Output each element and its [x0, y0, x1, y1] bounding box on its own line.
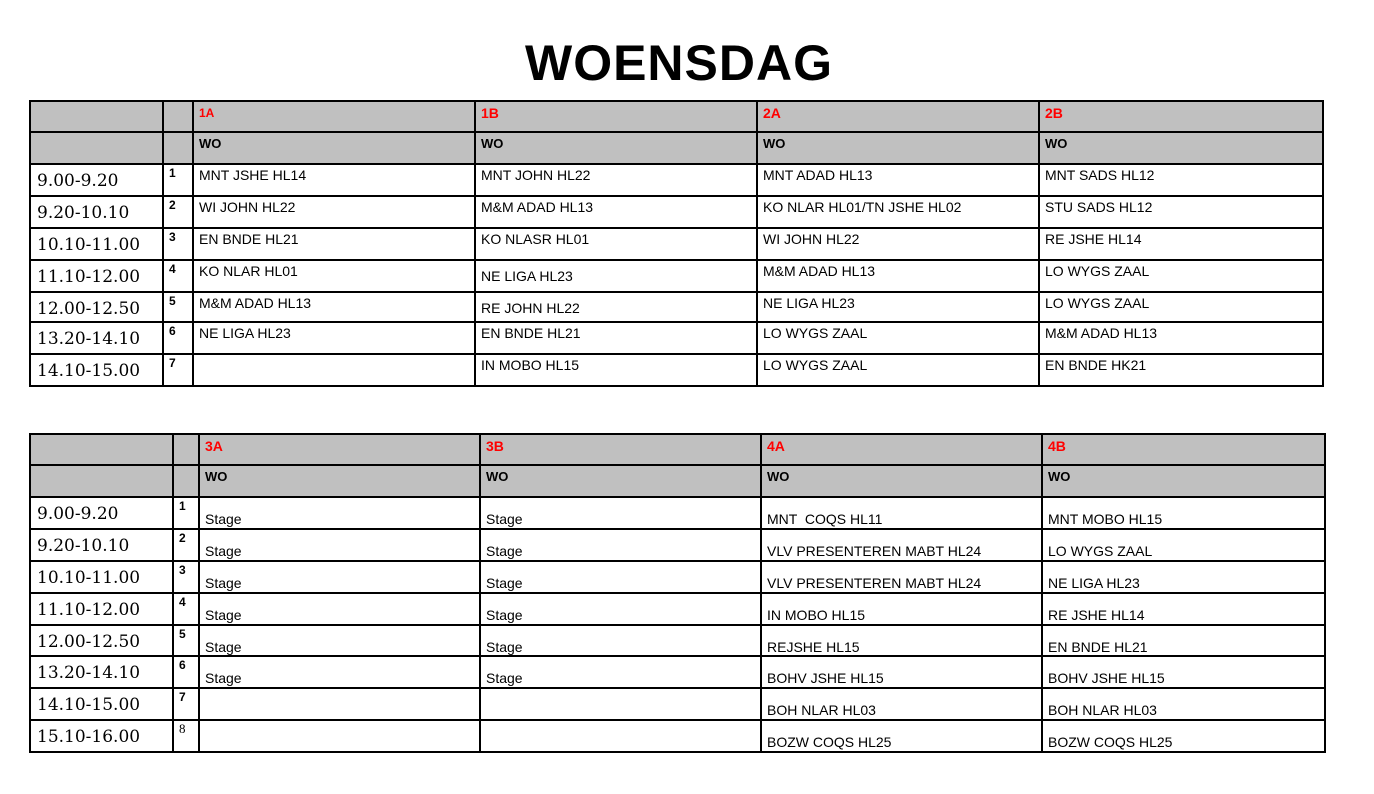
- lesson-text: M&M ADAD HL13: [763, 263, 876, 279]
- class-label: 3A: [205, 438, 223, 454]
- day-label: WO: [481, 136, 504, 151]
- period-number: 4: [169, 262, 176, 276]
- lesson-text: BOHV JSHE HL15: [1048, 670, 1165, 686]
- lesson-cell: [480, 720, 761, 752]
- corner-cell: [30, 101, 163, 132]
- lesson-cell: [1042, 593, 1325, 625]
- class-header-4a: [761, 434, 1042, 465]
- lesson-text: REJSHE HL15: [767, 639, 860, 655]
- lesson-cell: [1042, 656, 1325, 688]
- lesson-text: IN MOBO HL15: [481, 357, 580, 373]
- lesson-cell: [480, 561, 761, 593]
- table-row: [30, 656, 1325, 688]
- table-row: [30, 561, 1325, 593]
- period-number-cell: [163, 292, 193, 322]
- time-cell: [30, 688, 173, 720]
- lesson-text: NE LIGA HL23: [1048, 575, 1140, 591]
- table-row: [30, 292, 1323, 322]
- table-row: [30, 497, 1325, 529]
- time-label: 14.10-15.00: [37, 695, 141, 715]
- period-number-cell: [163, 260, 193, 292]
- period-number: 1: [169, 166, 176, 180]
- lesson-cell: [480, 656, 761, 688]
- table-row: [30, 688, 1325, 720]
- lesson-cell: [1042, 720, 1325, 752]
- lesson-text: [481, 689, 760, 702]
- number-header-cell: [173, 465, 199, 497]
- lesson-cell: [757, 292, 1039, 322]
- class-header-1b: [475, 101, 757, 132]
- time-cell: [30, 322, 163, 354]
- lesson-cell: [757, 322, 1039, 354]
- lesson-cell: [1042, 529, 1325, 561]
- lesson-cell: [757, 228, 1039, 260]
- period-number-cell: [163, 164, 193, 196]
- lesson-text: RE JSHE HL14: [1048, 607, 1145, 623]
- period-number-cell: [163, 196, 193, 228]
- class-header-4b: [1042, 434, 1325, 465]
- period-number-cell: [163, 322, 193, 354]
- time-cell: [30, 529, 173, 561]
- lesson-text: VLV PRESENTEREN MABT HL24: [767, 543, 982, 559]
- lesson-cell: [199, 656, 480, 688]
- table-row: [30, 164, 1323, 196]
- class-header-2b: [1039, 101, 1323, 132]
- period-number-cell: [173, 561, 199, 593]
- time-cell: [30, 196, 163, 228]
- lesson-cell: [1042, 561, 1325, 593]
- lesson-text: LO WYGS ZAAL: [1048, 543, 1153, 559]
- time-cell: [30, 228, 163, 260]
- day-header-row: [30, 465, 1325, 497]
- lesson-text: [200, 689, 479, 702]
- lesson-cell: [1042, 688, 1325, 720]
- schedule-table-1: [29, 100, 1324, 387]
- period-number: 5: [169, 294, 176, 308]
- table-row: [30, 354, 1323, 386]
- lesson-text: BOH NLAR HL03: [767, 702, 876, 718]
- period-number: 7: [169, 356, 176, 370]
- time-cell: [30, 561, 173, 593]
- lesson-text: MNT MOBO HL15: [1048, 511, 1163, 527]
- time-label: 11.10-12.00: [37, 267, 141, 287]
- time-label: 10.10-11.00: [37, 568, 141, 588]
- lesson-cell: [761, 593, 1042, 625]
- period-number: 3: [179, 563, 186, 577]
- period-number-cell: [173, 497, 199, 529]
- class-header-2a: [757, 101, 1039, 132]
- lesson-cell: [193, 164, 475, 196]
- class-header-row: [30, 434, 1325, 465]
- period-number-cell: [163, 228, 193, 260]
- lesson-text: BOZW COQS HL25: [1048, 734, 1173, 750]
- time-cell: [30, 292, 163, 322]
- lesson-text: MNT ADAD HL13: [763, 167, 873, 183]
- lesson-text: MNT COQS HL11: [767, 511, 883, 527]
- time-cell: [30, 656, 173, 688]
- lesson-cell: [193, 260, 475, 292]
- day-header-cell: [199, 465, 480, 497]
- lesson-text: Stage: [205, 575, 242, 591]
- lesson-text: STU SADS HL12: [1045, 199, 1153, 215]
- period-number-cell: [173, 593, 199, 625]
- lesson-cell: [1042, 497, 1325, 529]
- lesson-cell: [475, 354, 757, 386]
- lesson-cell: [199, 625, 480, 656]
- lesson-text: MNT SADS HL12: [1045, 167, 1155, 183]
- lesson-text: BOHV JSHE HL15: [767, 670, 884, 686]
- lesson-text: Stage: [205, 607, 242, 623]
- lesson-text: [194, 355, 474, 357]
- lesson-cell: [761, 720, 1042, 752]
- table-row: [30, 625, 1325, 656]
- day-label: WO: [767, 469, 790, 484]
- time-label: 12.00-12.50: [37, 632, 141, 652]
- lesson-text: WI JOHN HL22: [763, 231, 860, 247]
- lesson-text: LO WYGS ZAAL: [763, 357, 868, 373]
- lesson-text: EN BNDE HK21: [1045, 357, 1147, 373]
- lesson-text: Stage: [205, 543, 242, 559]
- lesson-cell: [761, 561, 1042, 593]
- lesson-cell: [193, 354, 475, 386]
- class-header-3b: [480, 434, 761, 465]
- table-row: [30, 260, 1323, 292]
- corner-cell: [30, 465, 173, 497]
- lesson-cell: [757, 260, 1039, 292]
- table-row: [30, 593, 1325, 625]
- lesson-text: RE JOHN HL22: [481, 300, 580, 316]
- class-label: 1A: [199, 106, 215, 120]
- lesson-text: NE LIGA HL23: [481, 268, 573, 284]
- lesson-text: VLV PRESENTEREN MABT HL24: [767, 575, 982, 591]
- lesson-text: EN BNDE HL21: [481, 325, 581, 341]
- lesson-cell: [761, 688, 1042, 720]
- period-number: 5: [179, 627, 186, 641]
- lesson-cell: [480, 497, 761, 529]
- period-number-cell: [173, 720, 199, 752]
- class-label: 2B: [1045, 105, 1063, 121]
- day-header-cell: [757, 132, 1039, 164]
- lesson-text: NE LIGA HL23: [199, 325, 291, 341]
- time-label: 13.20-14.10: [37, 663, 141, 683]
- period-number: 7: [179, 690, 186, 704]
- lesson-cell: [1039, 322, 1323, 354]
- lesson-text: Stage: [205, 639, 242, 655]
- class-label: 4B: [1048, 438, 1066, 454]
- period-number: 4: [179, 595, 186, 609]
- time-label: 9.20-10.10: [37, 536, 130, 556]
- period-number: 2: [169, 198, 176, 212]
- lesson-text: Stage: [205, 511, 242, 527]
- period-number: 1: [179, 499, 186, 513]
- lesson-cell: [757, 164, 1039, 196]
- class-header-3a: [199, 434, 480, 465]
- day-header-cell: [1042, 465, 1325, 497]
- class-header-1a: [193, 101, 475, 132]
- time-label: 13.20-14.10: [37, 329, 141, 349]
- lesson-cell: [761, 625, 1042, 656]
- lesson-text: WI JOHN HL22: [199, 199, 296, 215]
- lesson-cell: [1039, 354, 1323, 386]
- corner-cell: [30, 132, 163, 164]
- lesson-cell: [199, 529, 480, 561]
- lesson-text: KO NLAR HL01: [199, 263, 298, 279]
- period-number-cell: [163, 354, 193, 386]
- lesson-text: LO WYGS ZAAL: [1045, 295, 1150, 311]
- lesson-cell: [475, 260, 757, 292]
- day-header-cell: [761, 465, 1042, 497]
- time-cell: [30, 497, 173, 529]
- lesson-text: Stage: [486, 511, 523, 527]
- period-number: 8: [179, 721, 186, 736]
- time-label: 9.20-10.10: [37, 203, 130, 223]
- lesson-cell: [475, 164, 757, 196]
- lesson-cell: [761, 497, 1042, 529]
- lesson-text: EN BNDE HL21: [1048, 639, 1148, 655]
- lesson-text: M&M ADAD HL13: [199, 295, 312, 311]
- lesson-cell: [475, 228, 757, 260]
- day-header-row: [30, 132, 1323, 164]
- time-label: 12.00-12.50: [37, 299, 141, 319]
- time-label: 11.10-12.00: [37, 600, 141, 620]
- day-header-cell: [193, 132, 475, 164]
- time-label: 10.10-11.00: [37, 235, 141, 255]
- lesson-cell: [757, 196, 1039, 228]
- lesson-text: KO NLASR HL01: [481, 231, 590, 247]
- lesson-cell: [480, 688, 761, 720]
- lesson-cell: [193, 292, 475, 322]
- period-number: 3: [169, 230, 176, 244]
- period-number-cell: [173, 529, 199, 561]
- lesson-cell: [480, 529, 761, 561]
- time-label: 15.10-16.00: [37, 727, 141, 747]
- lesson-text: LO WYGS ZAAL: [763, 325, 868, 341]
- lesson-text: [481, 721, 760, 734]
- lesson-text: M&M ADAD HL13: [481, 199, 594, 215]
- lesson-cell: [475, 322, 757, 354]
- class-header-row: [30, 101, 1323, 132]
- time-label: 9.00-9.20: [37, 171, 119, 191]
- lesson-cell: [199, 688, 480, 720]
- lesson-cell: [199, 497, 480, 529]
- lesson-text: Stage: [486, 607, 523, 623]
- lesson-cell: [199, 561, 480, 593]
- lesson-text: KO NLAR HL01/TN JSHE HL02: [763, 199, 962, 215]
- day-label: WO: [1048, 469, 1071, 484]
- lesson-text: BOZW COQS HL25: [767, 734, 892, 750]
- period-number: 6: [169, 324, 176, 338]
- period-number-cell: [173, 688, 199, 720]
- class-label: 2A: [763, 105, 781, 121]
- day-header-cell: [1039, 132, 1323, 164]
- period-number-cell: [173, 625, 199, 656]
- number-header-cell: [173, 434, 199, 465]
- table-row: [30, 196, 1323, 228]
- lesson-cell: [1039, 196, 1323, 228]
- lesson-text: MNT JSHE HL14: [199, 167, 307, 183]
- lesson-text: NE LIGA HL23: [763, 295, 855, 311]
- lesson-cell: [1039, 292, 1323, 322]
- corner-cell: [30, 434, 173, 465]
- time-label: 9.00-9.20: [37, 504, 119, 524]
- lesson-cell: [1042, 625, 1325, 656]
- lesson-cell: [761, 656, 1042, 688]
- lesson-cell: [193, 196, 475, 228]
- table-row: [30, 322, 1323, 354]
- class-label: 1B: [481, 105, 499, 121]
- lesson-cell: [1039, 164, 1323, 196]
- number-header-cell: [163, 132, 193, 164]
- time-cell: [30, 260, 163, 292]
- class-label: 4A: [767, 438, 785, 454]
- period-number-cell: [173, 656, 199, 688]
- day-header-cell: [475, 132, 757, 164]
- day-label: WO: [1045, 136, 1068, 151]
- lesson-text: [200, 721, 479, 734]
- lesson-cell: [475, 196, 757, 228]
- period-number: 6: [179, 658, 186, 672]
- lesson-cell: [199, 720, 480, 752]
- time-cell: [30, 354, 163, 386]
- day-label: WO: [199, 136, 222, 151]
- day-label: WO: [763, 136, 786, 151]
- lesson-cell: [475, 292, 757, 322]
- lesson-text: RE JSHE HL14: [1045, 231, 1142, 247]
- lesson-cell: [193, 228, 475, 260]
- time-cell: [30, 164, 163, 196]
- lesson-cell: [199, 593, 480, 625]
- number-header-cell: [163, 101, 193, 132]
- schedule-table-2: [29, 433, 1326, 753]
- day-label: WO: [205, 469, 228, 484]
- lesson-text: Stage: [205, 670, 242, 686]
- table-row: [30, 529, 1325, 561]
- period-number: 2: [179, 531, 186, 545]
- lesson-cell: [1039, 260, 1323, 292]
- lesson-cell: [761, 529, 1042, 561]
- lesson-cell: [480, 625, 761, 656]
- lesson-text: M&M ADAD HL13: [1045, 325, 1158, 341]
- time-cell: [30, 720, 173, 752]
- lesson-text: EN BNDE HL21: [199, 231, 299, 247]
- lesson-text: BOH NLAR HL03: [1048, 702, 1157, 718]
- day-label: WO: [486, 469, 509, 484]
- lesson-text: Stage: [486, 543, 523, 559]
- lesson-cell: [193, 322, 475, 354]
- lesson-cell: [757, 354, 1039, 386]
- time-cell: [30, 625, 173, 656]
- lesson-text: Stage: [486, 575, 523, 591]
- class-label: 3B: [486, 438, 504, 454]
- lesson-text: IN MOBO HL15: [767, 607, 866, 623]
- lesson-text: Stage: [486, 670, 523, 686]
- time-label: 14.10-15.00: [37, 361, 141, 381]
- table-row: [30, 720, 1325, 752]
- table-row: [30, 228, 1323, 260]
- time-cell: [30, 593, 173, 625]
- lesson-cell: [1039, 228, 1323, 260]
- day-header-cell: [480, 465, 761, 497]
- lesson-text: Stage: [486, 639, 523, 655]
- lesson-cell: [480, 593, 761, 625]
- lesson-text: LO WYGS ZAAL: [1045, 263, 1150, 279]
- page-title: WOENSDAG: [525, 35, 833, 91]
- lesson-text: MNT JOHN HL22: [481, 167, 591, 183]
